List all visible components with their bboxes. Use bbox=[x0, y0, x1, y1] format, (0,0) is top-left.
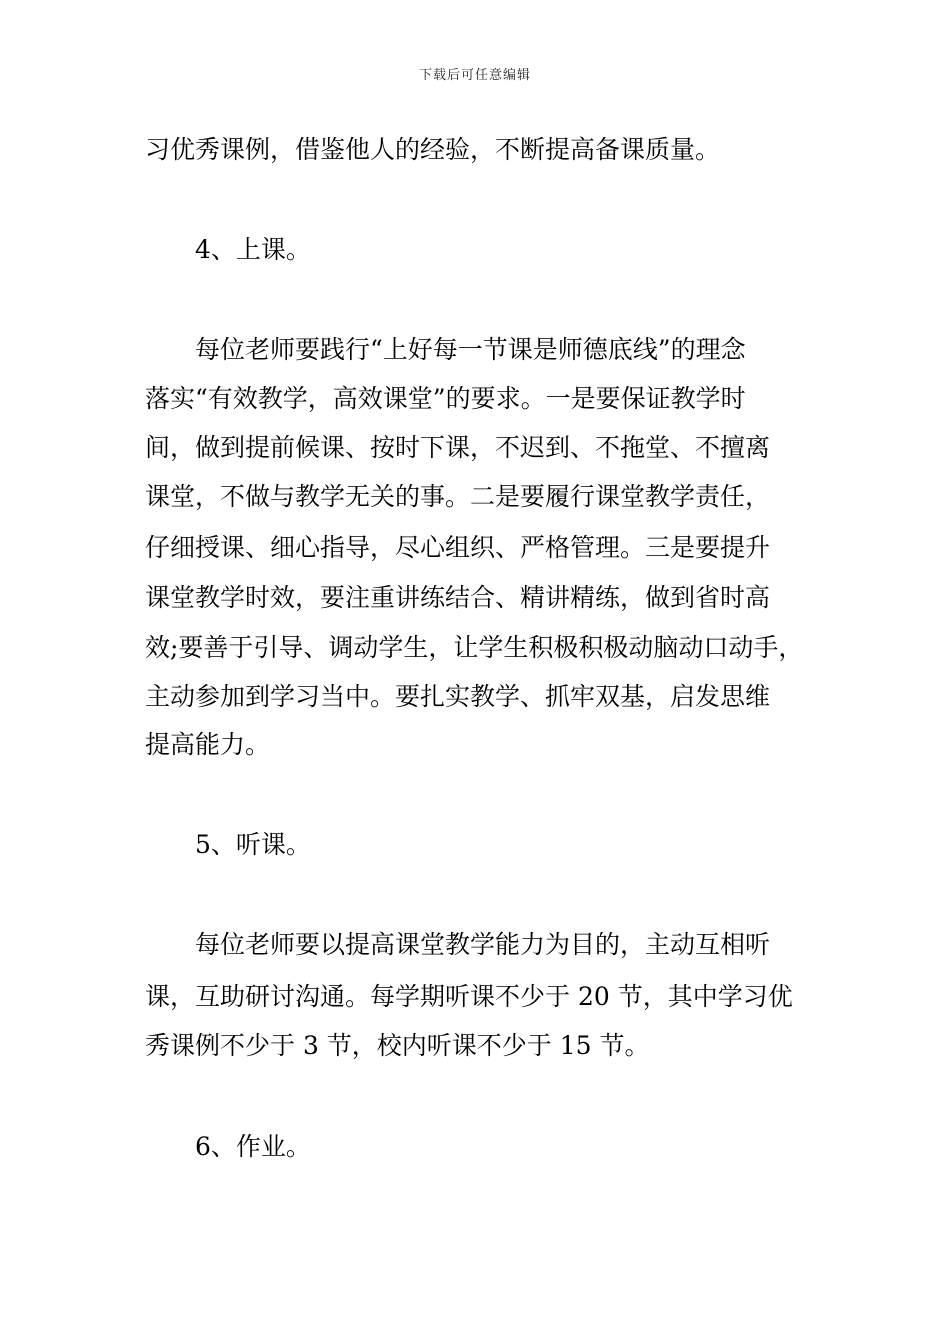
section-heading-5: 5、听课。 bbox=[195, 830, 311, 859]
paragraph-line: 主动参加到学习当中。要扎实教学、抓牢双基，启发思维 bbox=[145, 682, 771, 711]
paragraph-line: 课，互助研讨沟通。每学期听课不少于 20 节，其中学习优 bbox=[145, 982, 793, 1011]
paragraph-line: 每位老师要践行“上好每一节课是师德底线”的理念 bbox=[195, 335, 746, 364]
paragraph-line: 效;要善于引导、调动学生，让学生积极积极动脑动口动手， bbox=[145, 633, 804, 662]
header-note: 下载后可任意编辑 bbox=[418, 68, 531, 83]
paragraph-line: 落实“有效教学，高效课堂”的要求。一是要保证教学时 bbox=[145, 384, 746, 413]
paragraph-line: 课堂，不做与教学无关的事。二是要履行课堂教学责任， bbox=[145, 482, 771, 511]
paragraph-line: 秀课例不少于 3 节，校内听课不少于 15 节。 bbox=[145, 1031, 650, 1060]
paragraph-line: 习优秀课例，借鉴他人的经验，不断提高备课质量。 bbox=[145, 135, 721, 164]
section-heading-4: 4、上课。 bbox=[195, 235, 311, 264]
paragraph-line: 间，做到提前候课、按时下课，不迟到、不拖堂、不擅离 bbox=[145, 433, 771, 462]
paragraph-line: 课堂教学时效，要注重讲练结合、精讲精练，做到省时高 bbox=[145, 583, 771, 612]
paragraph-line: 提高能力。 bbox=[145, 730, 271, 759]
section-heading-6: 6、作业。 bbox=[195, 1132, 311, 1161]
paragraph-line: 仔细授课、细心指导，尽心组织、严格管理。三是要提升 bbox=[145, 533, 771, 562]
paragraph-line: 每位老师要以提高课堂教学能力为目的，主动互相听 bbox=[195, 930, 771, 959]
